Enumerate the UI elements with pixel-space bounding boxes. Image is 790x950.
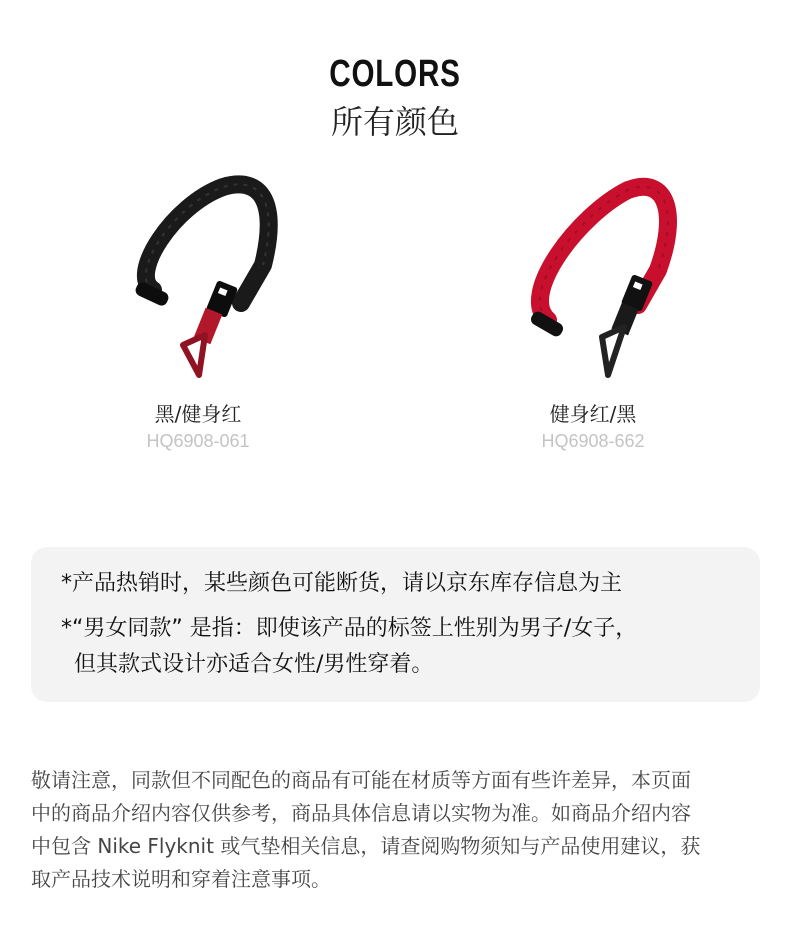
colors-header [0,52,790,142]
disclaimer-line-4: 取产品技术说明和穿着注意事项。 [31,867,331,891]
disclaimer-text [31,764,759,896]
product-card-black[interactable] [68,175,328,453]
product-color-name: 健身红/黑 [549,402,637,426]
notice-line-1: *产品热销时，某些颜色可能断货，请以京东库存信息为主 [61,571,623,596]
lanyard-black-image[interactable] [113,175,283,385]
disclaimer-line-3: 中包含 Nike Flyknit 或气垫相关信息，请查阅购物须知与产品使用建议，获 [31,834,701,858]
stock-notice-box [31,547,760,702]
notice-line-3: 但其款式设计亦适合女性/男性穿着。 [74,652,434,677]
product-style-code: HQ6908-662 [541,431,645,451]
product-color-name: 黑/健身红 [154,402,242,426]
disclaimer-line-1: 敬请注意，同款但不同配色的商品有可能在材质等方面有些许差异，本页面 [31,768,691,792]
lanyard-red-image[interactable] [508,175,678,385]
disclaimer-line-2: 中的商品介绍内容仅供参考，商品具体信息请以实物为准。如商品介绍内容 [31,801,691,825]
product-card-red[interactable] [463,175,723,453]
section-title-en: COLORS [329,53,461,95]
section-title-cn: 所有颜色 [330,103,459,141]
product-style-code: HQ6908-061 [146,431,250,451]
notice-line-2: *“男女同款” 是指：即使该产品的标签上性别为男子/女子， [61,616,638,641]
